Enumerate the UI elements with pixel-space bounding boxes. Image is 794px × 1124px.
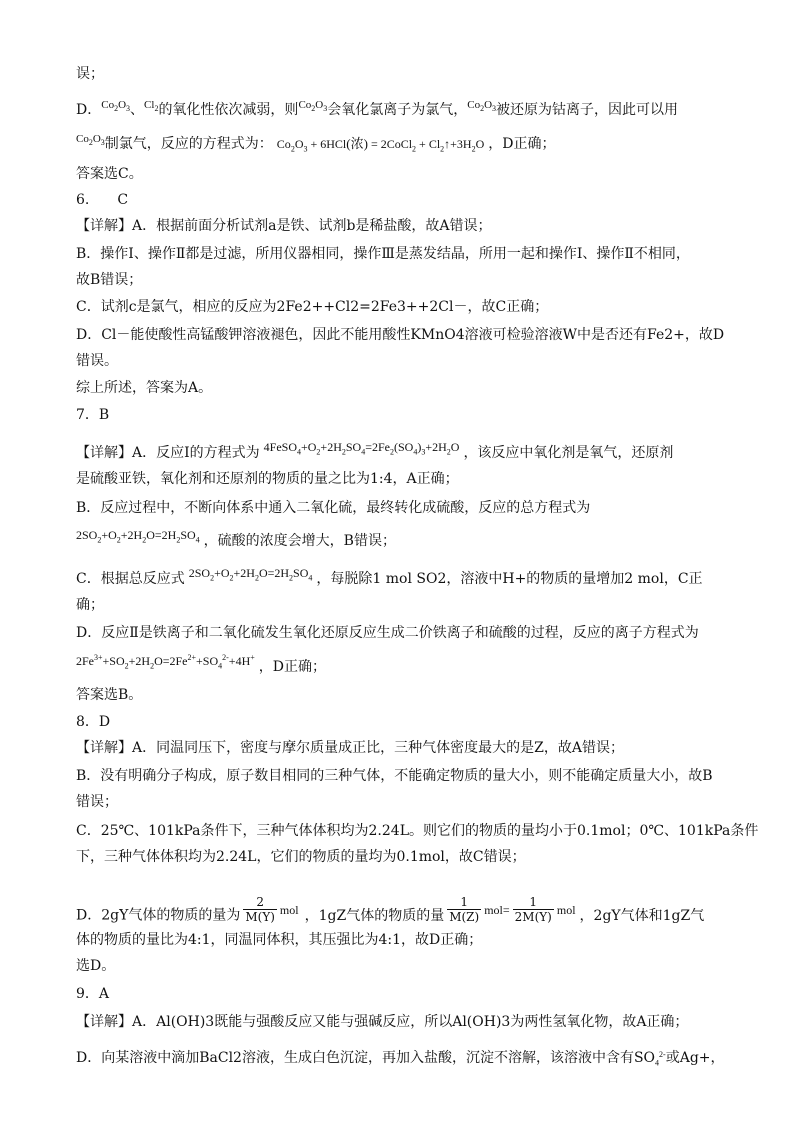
equation-co: $Co_2O_3 + 6HCl$(浓) = 2CoCl$_2$ + $Cl_2↑+3H_2O$ (276, 136, 485, 154)
text-line: 【详解】A．Al(OH)3既能与强酸反应又能与强碱反应，所以Al(OH)3为两性氢氧化物，故A正确； (76, 1014, 689, 1030)
text-line: 错误； (76, 794, 118, 810)
text-line: B．操作Ⅰ、操作Ⅱ都是过滤，所用仪器相同，操作Ⅲ是蒸发结晶，所用一起和操作Ⅰ、操作Ⅱ不相同， (76, 246, 690, 262)
formula-co2o3: Co2O3 (76, 133, 105, 148)
equation-so2: $2SO_2+O_2+2H_2O=2H_2SO_4$ (188, 566, 313, 583)
text-line: C．根据总反应式 $2SO_2+O_2+2H_2O=2H_2SO_4$ ，每脱除1 mol SO2，溶液中H+的物质的量增加2 mol，C正 (76, 566, 703, 587)
fraction-1-over-mz: $\frac{1}{M(Z)}$ (449, 895, 480, 924)
text-line: 【详解】A．反应Ⅰ的方程式为 $4FeSO_4+O_2+2H_2SO_4=2Fe_2(SO_4)_3+2H_2O$ ，该反应中氧化剂是氧气，还原剂 (76, 440, 674, 461)
text-line: 选D。 (76, 958, 116, 974)
text-line: 【详解】A．根据前面分析试剂a是铁、试剂b是稀盐酸，故A错误； (76, 218, 492, 234)
question-number: 8．D (76, 714, 111, 730)
formula-co2o3: Co2O3 (467, 99, 497, 114)
text-line: 误； (76, 66, 104, 82)
text-line: 综上所述，答案为A。 (76, 380, 213, 396)
text-line: $2SO_2+O_2+2H_2O=2H_2SO_4$ ，硫酸的浓度会增大，B错误； (76, 528, 396, 549)
question-number: 7．B (76, 407, 110, 423)
text-line: D．Cl－能使酸性高锰酸钾溶液褪色，因此不能用酸性KMnO4溶液可检验溶液W中是否还有Fe2+，故D (76, 327, 725, 343)
text-line: $^{Co_2O_3}$制氯气，反应的方程式为： $Co_2O_3 + 6HCl$(浓) = 2CoCl$_2$ + $Cl_2↑+3H_2O$ ，D正确； (76, 133, 556, 154)
formula-co2o3: Co2O3 (298, 99, 328, 114)
text-line: C．25℃、101kPa条件下，三种气体体积均为2.24L。则它们的物质的量均小于0.1mol；0℃、101kPa条件 (76, 823, 759, 839)
text-line: 确； (76, 597, 104, 613)
text-line: 答案选C。 (76, 166, 143, 182)
fraction-1-over-2my: $\frac{1}{2M(Y)}$ (514, 895, 552, 924)
text-line: 故B错误； (76, 272, 143, 288)
text-line: B．没有明确分子构成，原子数目相同的三种气体，不能确定物质的量大小，则不能确定质量大小，故B (76, 768, 713, 784)
formula-cl2: Cl2 (144, 99, 159, 114)
text-line: B．反应过程中，不断向体系中通入二氧化硫，最终转化成硫酸，反应的总方程式为 (76, 500, 591, 516)
text-line: 是硫酸亚铁，氧化剂和还原剂的物质的量之比为1:4，A正确； (76, 471, 459, 487)
equation-fe: $4FeSO_4+O_2+2H_2SO_4=2Fe_2(SO_4)_3+2H_2O$ (263, 440, 460, 457)
text-line: 错误。 (76, 353, 118, 369)
fraction-2-over-my: $\frac{2}{M(Y)}$ (245, 895, 275, 924)
question-number: 9．A (76, 986, 110, 1002)
text-line: 体的物质的量比为4:1，同温同体积，其压强比为4:1，故D正确； (76, 932, 483, 948)
text-line: D．反应Ⅱ是铁离子和二氧化硫发生氧化还原反应生成二价铁离子和硫酸的过程，反应的离子方程式为 (76, 625, 699, 641)
equation-ion: $2Fe^{3+}+SO_2+2H_2O=2Fe^{2+}+SO_4^{2-}+4H^+$ (76, 653, 255, 671)
text-line: 答案选B。 (76, 687, 143, 703)
text-line: 【详解】A．同温同压下，密度与摩尔质量成正比，三种气体密度最大的是Z，故A错误； (76, 740, 624, 756)
text-line: 下，三种气体体积均为2.24L，它们的物质的量均为0.1mol，故C错误； (76, 849, 526, 865)
sulfate-ion-sup: $_4^{2-}$ (655, 1050, 666, 1068)
text-line: D．2gY气体的物质的量为 $\frac{2}{M(Y)}$ mol ，1gZ气体的物质的量 $\frac{1}{M(Z)}$ mol= $\frac{1}{2M(Y)}$ mol ，2gY气体和1gZ气 (76, 895, 705, 924)
text-line: D．向某溶液中滴加BaCl2溶液，生成白色沉淀，再加入盐酸，沉淀不溶解，该溶液中含有$SO_4^{2-}$或Ag+， (76, 1050, 725, 1068)
equation-so2: $2SO_2+O_2+2H_2O=2H_2SO_4$ (76, 528, 200, 545)
text-line: $2Fe^{3+}+SO_2+2H_2O=2Fe^{2+}+SO_4^{2-}+4H^+$，D正确； (76, 653, 326, 675)
text-line: C．试剂c是氯气，相应的反应为2Fe2++Cl2=2Fe3++2Cl－，故C正确； (76, 299, 549, 315)
text-line: D．$^{Co_2O_3}$、$^{Cl_2}$的氧化性依次减弱，则$^{Co_2O_3}$会氧化氯离子为氯气，$^{Co_2O_3}$被还原为钴离子，因此可以用 (76, 99, 679, 118)
question-number: 6. C (76, 192, 129, 208)
formula-co2o3: Co2O3 (101, 99, 131, 114)
